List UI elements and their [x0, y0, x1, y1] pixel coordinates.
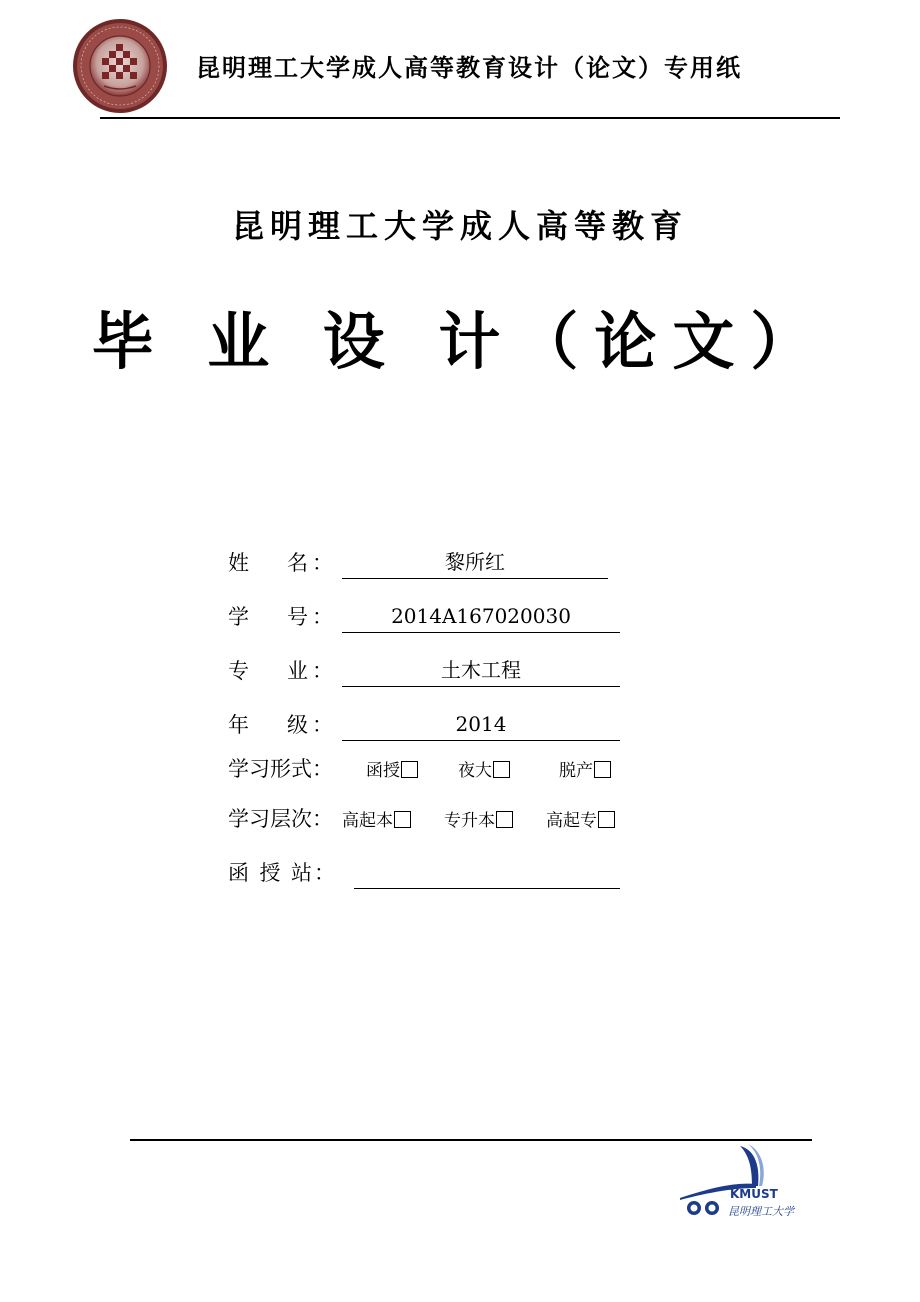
university-seal-icon — [72, 18, 168, 114]
option-full-time[interactable]: 脱产 — [559, 754, 611, 788]
option-hs-to-bachelor[interactable]: 高起本 — [342, 804, 411, 838]
logo-chinese-text: 昆明理工大学 — [728, 1205, 794, 1218]
checkbox-college-to-bachelor[interactable] — [496, 811, 513, 828]
field-station-label: 函 授 站 — [228, 861, 312, 885]
option-evening[interactable]: 夜大 — [458, 754, 510, 788]
field-student-id-value[interactable]: 2014A167020030 — [342, 600, 620, 633]
field-name-value[interactable]: 黎所红 — [342, 546, 608, 579]
kmust-logo-icon — [680, 1142, 820, 1222]
field-station-value[interactable] — [354, 856, 620, 889]
header-title: 昆明理工大学成人高等教育设计（论文）专用纸 — [196, 53, 742, 82]
document-subtitle: 昆明理工大学成人高等教育 — [231, 207, 688, 245]
field-student-id-label: 学 号 — [228, 605, 308, 629]
option-correspondence[interactable]: 函授 — [366, 754, 418, 788]
header-divider — [100, 117, 840, 119]
checkbox-full-time[interactable] — [594, 761, 611, 778]
option-hs-to-college[interactable]: 高起专 — [546, 804, 615, 838]
field-study-level-label: 学习层次： — [228, 807, 333, 831]
field-grade-value[interactable]: 2014 — [342, 708, 620, 741]
field-study-form-label: 学习形式： — [228, 757, 333, 781]
checkbox-evening[interactable] — [493, 761, 510, 778]
field-major-label: 专 业 — [228, 659, 308, 683]
field-major-value[interactable]: 土木工程 — [342, 654, 620, 687]
logo-text: KMUST — [730, 1187, 778, 1201]
checkbox-correspondence[interactable] — [401, 761, 418, 778]
footer-divider — [130, 1139, 812, 1141]
document-title: 毕 业 设 计（论文） — [91, 305, 829, 378]
field-name-label: 姓 名 — [228, 551, 308, 575]
checkbox-hs-to-college[interactable] — [598, 811, 615, 828]
field-grade-label: 年 级 — [228, 713, 308, 737]
checkbox-hs-to-bachelor[interactable] — [394, 811, 411, 828]
option-college-to-bachelor[interactable]: 专升本 — [444, 804, 513, 838]
